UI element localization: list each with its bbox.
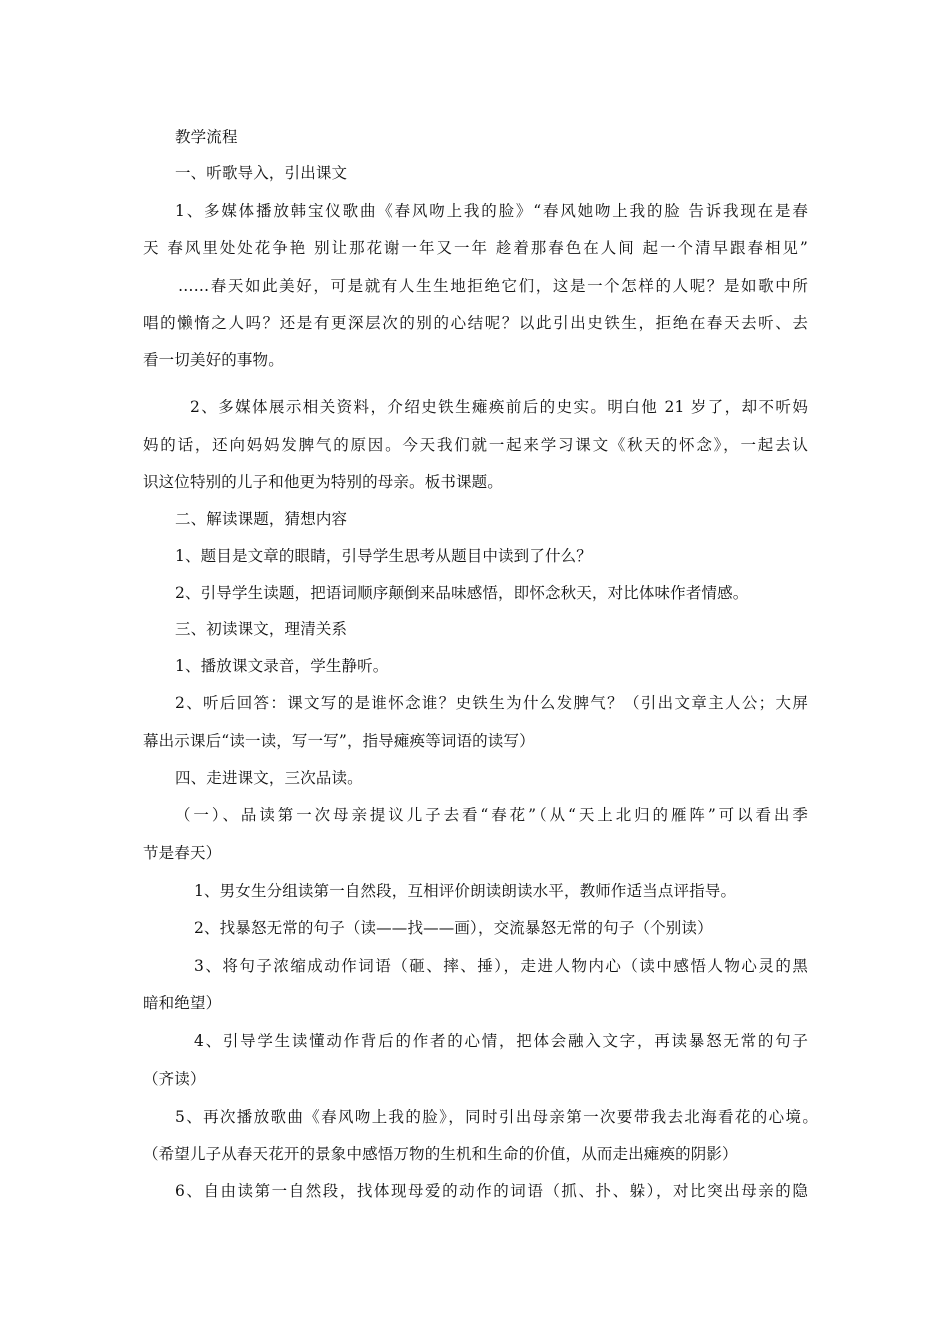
paragraph-line: 2、多媒体展示相关资料，介绍史铁生瘫痪前后的史实。明白他 21 岁了，却不听妈 [190,398,808,416]
paragraph-line: 6、自由读第一自然段，找体现母爱的动作的词语（抓、扑、躲），对比突出母亲的隐 [175,1182,808,1200]
paragraph-line: 4、引导学生读懂动作背后的作者的心情，把体会融入文字，再读暴怒无常的句子 [194,1032,808,1050]
heading-4: 四、走进课文，三次品读。 [175,769,363,787]
paragraph-line: （希望儿子从春天花开的景象中感悟万物的生机和生命的价值，从而走出瘫痪的阴影） [143,1145,738,1163]
paragraph-line: 识这位特别的儿子和他更为特别的母亲。板书课题。 [143,473,503,491]
paragraph-line: 暗和绝望） [143,994,222,1012]
paragraph-line: （齐读） [143,1070,206,1088]
paragraph-line: 2、引导学生读题，把语词顺序颠倒来品味感悟，即怀念秋天，对比体味作者情感。 [175,584,749,602]
paragraph-line: 1、多媒体播放韩宝仪歌曲《春风吻上我的脸》“春风她吻上我的脸 告诉我现在是春 [175,202,808,220]
paragraph-line: 唱的懒惰之人吗？还是有更深层次的别的心结呢？以此引出史铁生，拒绝在春天去听、去 [143,314,808,332]
heading-1: 一、听歌导入，引出课文 [175,164,348,182]
paragraph-line: 1、男女生分组读第一自然段，互相评价朗读朗读水平，教师作适当点评指导。 [194,882,737,900]
paragraph-line: 3、将句子浓缩成动作词语（砸、摔、捶），走进人物内心（读中感悟人物心灵的黑 [194,957,808,975]
paragraph-line: 1、题目是文章的眼睛，引导学生思考从题目中读到了什么？ [175,547,592,565]
paragraph-line: 节是春天） [143,844,222,862]
paragraph-line: 幕出示课后“读一读，写一写”，指导瘫痪等词语的读写） [143,732,535,750]
paragraph-line: 妈的话，还向妈妈发脾气的原因。今天我们就一起来学习课文《秋天的怀念》，一起去认 [143,436,808,454]
heading-3: 三、初读课文，理清关系 [175,620,348,638]
paragraph-line: 5、再次播放歌曲《春风吻上我的脸》，同时引出母亲第一次要带我去北海看花的心境。 [175,1108,818,1126]
paragraph-line: 1、播放课文录音，学生静听。 [175,657,389,675]
section-title: 教学流程 [175,128,238,146]
paragraph-line: 天 春风里处处花争艳 别让那花谢一年又一年 趁着那春色在人间 起一个清早跟春相见” [143,239,808,257]
paragraph-line: 2、找暴怒无常的句子（读——找——画），交流暴怒无常的句子（个别读） [194,919,713,937]
paragraph-line: 2、听后回答：课文写的是谁怀念谁？史铁生为什么发脾气？（引出文章主人公；大屏 [175,694,808,712]
paragraph-line: （一）、品读第一次母亲提议儿子去看“春花”（从“天上北归的雁阵”可以看出季 [175,806,808,824]
heading-2: 二、解读课题，猜想内容 [175,510,348,528]
paragraph-line: ……春天如此美好，可是就有人生生地拒绝它们，这是一个怎样的人呢？是如歌中所 [178,277,808,295]
paragraph-line: 看一切美好的事物。 [143,351,284,369]
